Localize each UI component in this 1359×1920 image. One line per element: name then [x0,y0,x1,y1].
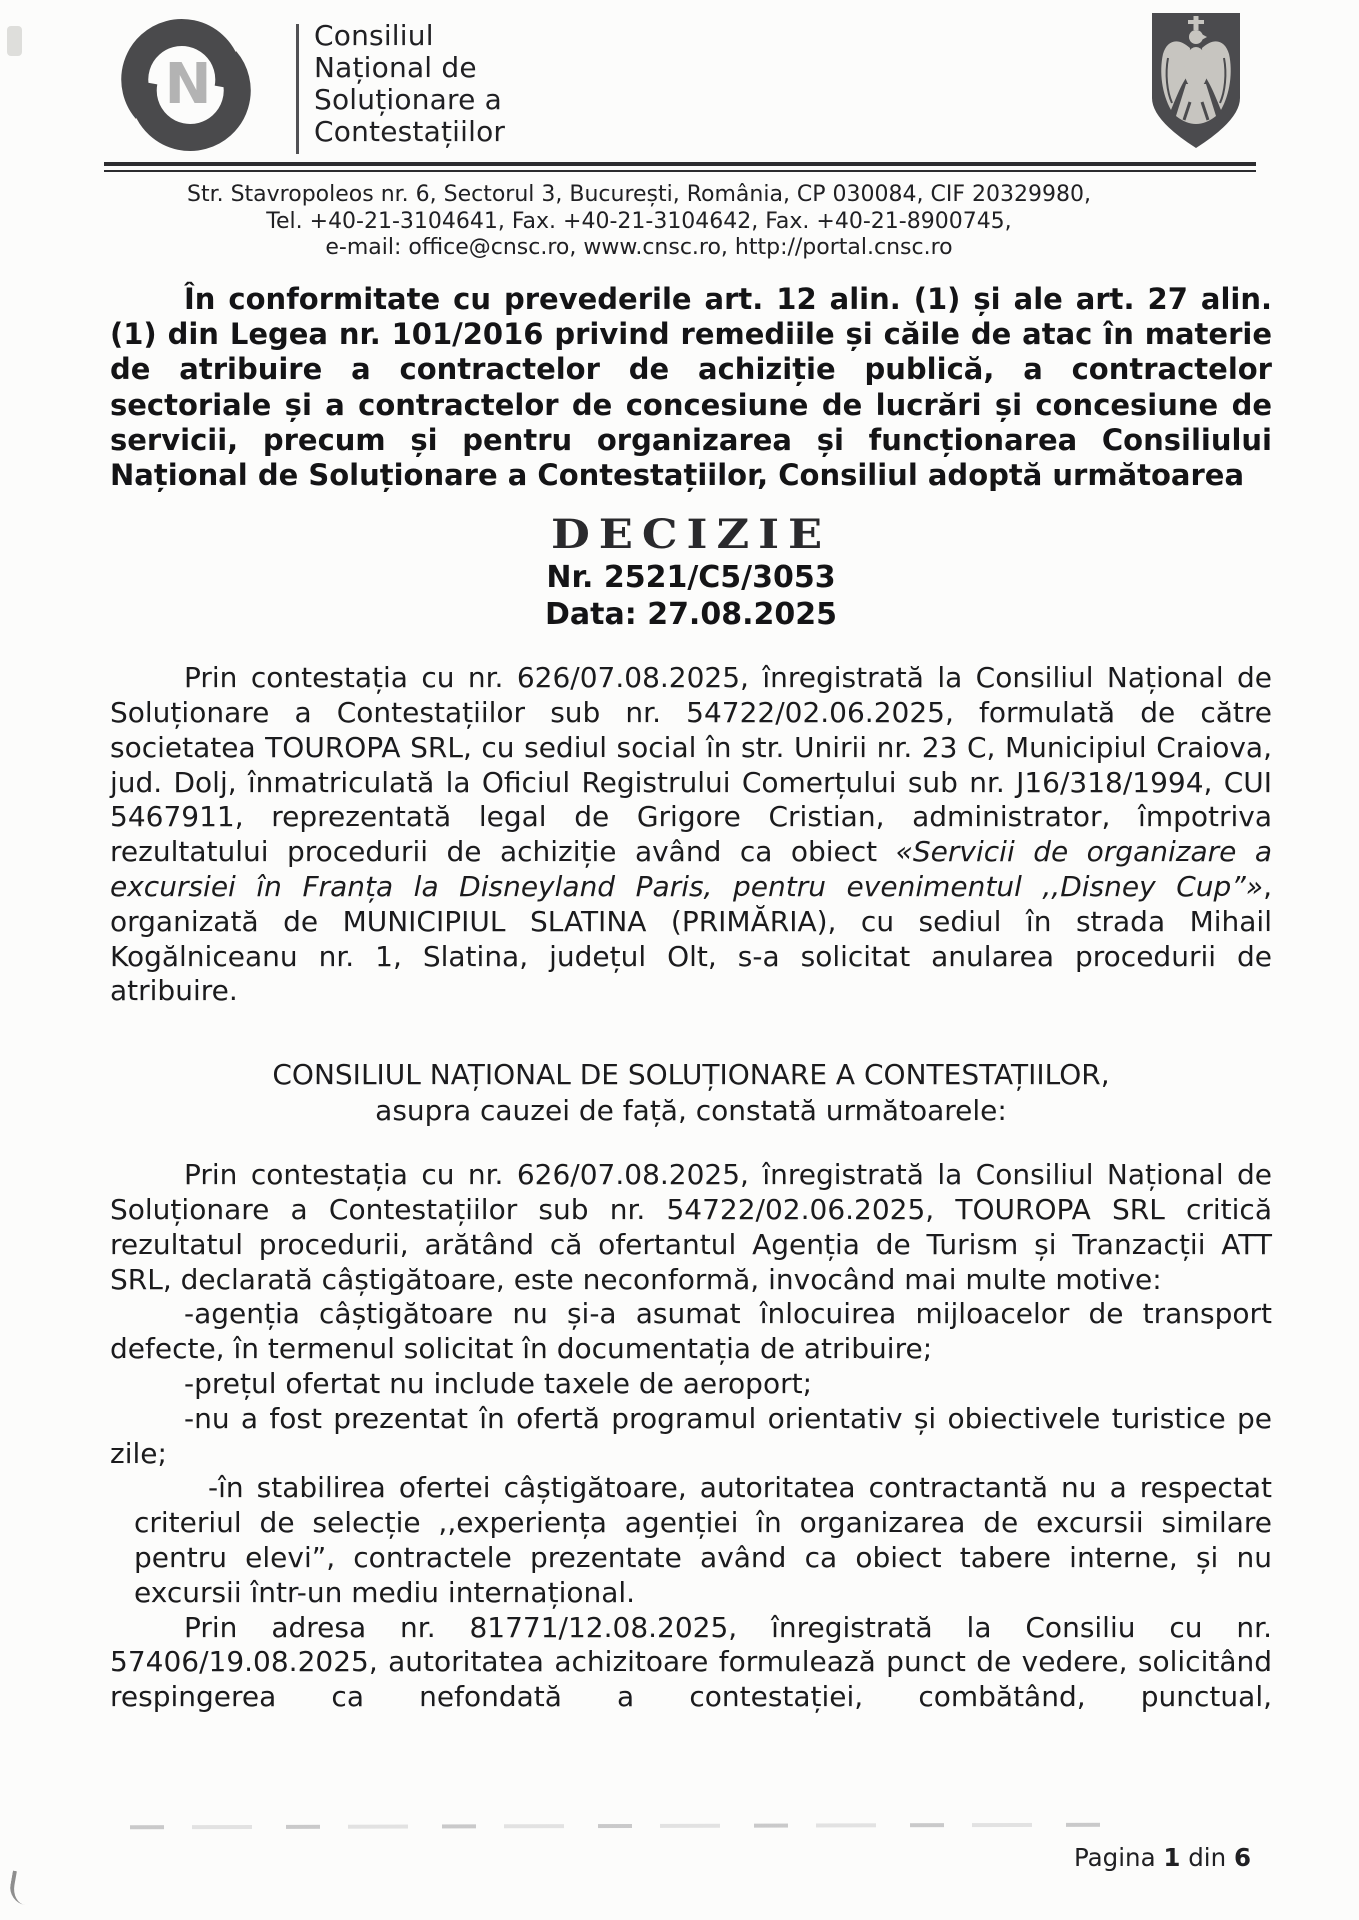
address-block [106,182,1256,262]
coat-of-arms-icon [1146,10,1246,152]
body-paragraph-2: Prin contestația cu nr. 626/07.08.2025, înregistrată la Consiliul Național de Soluționare a Contestațiilor sub nr. 54722/02.06.2025, TOUROPA SRL critică rezultatul procedurii, arătând că ofertantul Agenția de Turism și Tranzacții ATT SRL, declarată câștigătoare, este neconformă, invocând mai multe motive: [110,1158,1272,1296]
council-heading-line-1: CONSILIUL NAȚIONAL DE SOLUȚIONARE A CONTESTAȚIILOR, [272,1058,1110,1092]
page-footer [1074,1843,1251,1872]
logo-letter: N [164,52,212,117]
scan-artifact [130,1823,1120,1830]
document-body [110,282,1272,1715]
org-name-line: Soluționare a [314,83,503,116]
org-name-line: Consiliul [314,19,434,52]
org-name-line: Național de [314,51,477,84]
decision-title: DECIZIE [550,511,832,559]
decision-number: Nr. 2521/C5/3053 [546,560,836,596]
paragraph-1-text: Prin contestația cu nr. 626/07.08.2025, înregistrată la Consiliul Național de Soluționare a Contestațiilor sub nr. 54722/02.06.2025, formulată de către societatea TOUROPA SRL, cu sediul social în str. Unirii nr. 23 C, Municipiul Craiova, jud. Dolj, înmatriculată la Oficiul Registrului Comerțului sub nr. J16/318/1994, CUI 5467911, reprezentată legal de Grigore Cristian, administrator, împotriva rezultatului procedurii de achiziție având ca obiect [110,661,1272,869]
org-name [314,20,505,148]
decision-title-block [110,511,1272,633]
contract-object-title: «Servicii de organizare a excursiei în Franța la Disneyland Paris, pentru evenimentul ,,Disney Cup”» [110,835,1272,903]
page-label: Pagina [1074,1843,1156,1872]
body-paragraph-3: Prin adresa nr. 81771/12.08.2025, înregistrată la Consiliu cu nr. 57406/19.08.2025, autoritatea achizitoare formulează punct de vedere, solicitând respingerea ca nefondată a contestației, combătând, punctual, [110,1610,1272,1714]
scan-artifact [7,1871,32,1906]
council-heading-line-2: asupra cauzei de față, constată următoarele: [375,1093,1007,1127]
list-item: -prețul ofertat nu include taxele de aeroport; [184,1366,813,1400]
paragraph-1-text: , organizată de MUNICIPIUL SLATINA (PRIMĂRIA), cu sediul în strada Mihail Kogălniceanu nr. 1, Slatina, județul Olt, s-a solicitat anularea procedurii de atribuire. [110,870,1272,1008]
address-line: Tel. +40-21-3104641, Fax. +40-21-3104642, Fax. +40-21-8900745, [266,208,1012,234]
council-heading [110,1057,1272,1128]
body-paragraph-1 [110,661,1272,1009]
list-item: -în stabilirea ofertei câștigătoare, autoritatea contractantă nu a respectat criteriul de selecție ,,experiența agenției în organizarea de excursii similare pentru elevi”, contractele prezentate având ca obiect tabere interne, și nu excursii într-un mediu internațional. [134,1471,1272,1609]
cnsc-logo-icon [110,14,270,159]
of-label: din [1188,1843,1227,1872]
list-item: -nu a fost prezentat în ofertă programul orientativ și obiectivele turistice pe zile; [110,1401,1272,1470]
intro-paragraph: În conformitate cu prevederile art. 12 alin. (1) și ale art. 27 alin. (1) din Legea nr. 101/2016 privind remediile și căile de atac în materie de atribuire a contractelor de achiziție publică, a contractelor sectoriale și a contractelor de concesiune de lucrări și concesiune de servicii, precum și pentru organizarea și funcționarea Consiliului Național de Soluționare a Contestațiilor, Consiliul adoptă următoarea [110,282,1272,493]
header-divider [296,24,299,154]
header-rule [104,162,1256,172]
decision-date: Data: 27.08.2025 [545,597,837,633]
address-line: e-mail: office@cnsc.ro, www.cnsc.ro, http://portal.cnsc.ro [325,235,953,260]
total-pages: 6 [1233,1843,1251,1872]
scan-artifact [7,26,22,56]
org-name-line: Contestațiilor [314,115,506,148]
list-item: -agenția câștigătoare nu și-a asumat înlocuirea mijloacelor de transport defecte, în termenul solicitat în documentația de atribuire; [110,1297,1272,1366]
address-line: Str. Stavropoleos nr. 6, Sectorul 3, București, România, CP 030084, CIF 20329980, [186,182,1091,207]
page-number: 1 [1163,1843,1181,1872]
